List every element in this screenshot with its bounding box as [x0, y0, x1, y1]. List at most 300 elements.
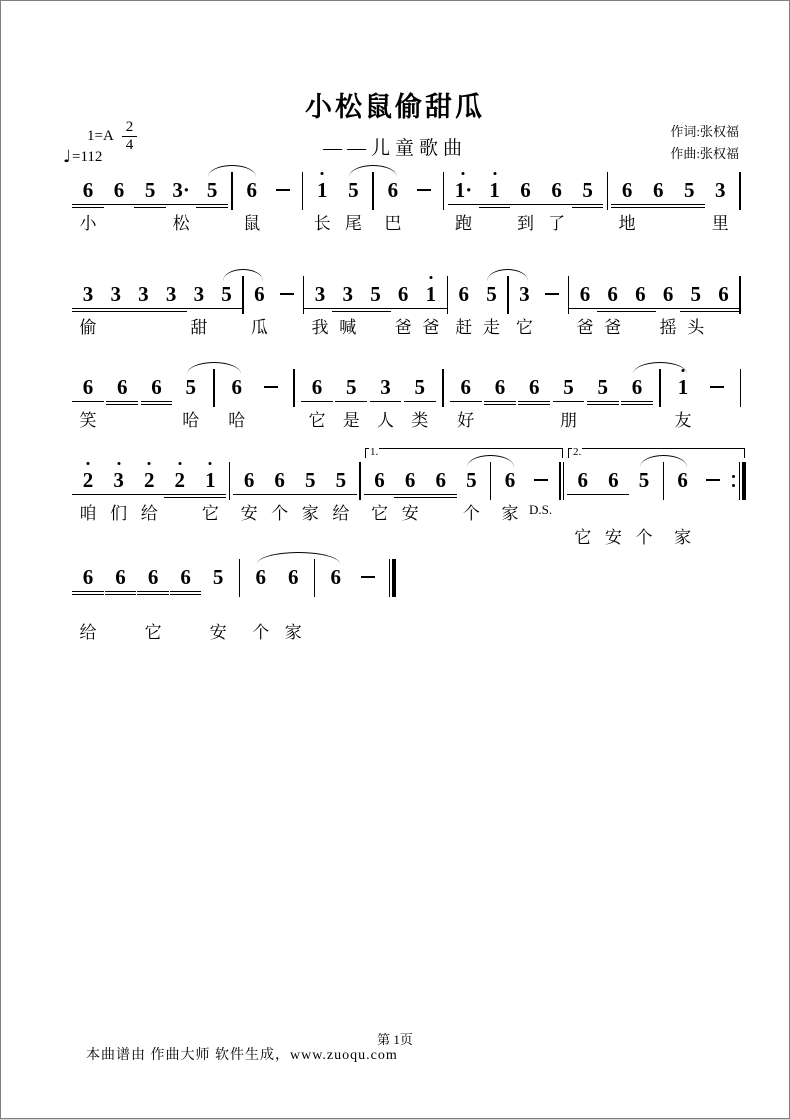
barline-stroke	[739, 462, 741, 500]
note-digit: 3	[113, 468, 124, 492]
note-digit: 6	[117, 375, 128, 399]
beam-line	[518, 401, 550, 402]
beam-line	[164, 494, 196, 495]
beam-line	[170, 591, 202, 592]
lyric: 它	[201, 504, 219, 523]
barline-stroke	[442, 369, 444, 407]
note-digit: 5	[638, 468, 650, 492]
beam-underlines	[200, 202, 224, 208]
note	[711, 283, 735, 312]
note-digit: 3	[342, 282, 353, 306]
note-digit: 6	[458, 282, 469, 306]
beam-underlines	[576, 202, 600, 208]
note	[646, 179, 670, 208]
lyric: 朋	[560, 411, 577, 430]
lyric-second-ending: 它	[574, 528, 592, 547]
lyric: 小	[79, 214, 97, 233]
tempo-value: =112	[72, 148, 103, 165]
beam-line	[164, 497, 196, 498]
barline-stroke	[739, 276, 741, 314]
beam-underlines	[145, 399, 169, 405]
note	[298, 468, 322, 523]
lyric: 个	[271, 504, 289, 523]
beam-line	[294, 494, 326, 495]
note	[628, 283, 652, 312]
note	[512, 282, 536, 337]
note-digit: 2	[82, 468, 94, 492]
barline-stroke	[359, 462, 361, 500]
beam-line	[598, 494, 630, 495]
duration-dash	[701, 469, 725, 481]
note	[174, 566, 198, 595]
beam-line	[425, 494, 457, 495]
barline	[607, 172, 609, 210]
beam-underlines	[677, 202, 701, 208]
note	[429, 469, 453, 498]
ending-bracket	[365, 448, 563, 458]
beam-line	[394, 497, 426, 498]
beam-underlines	[488, 399, 512, 405]
lyric: D.S.	[529, 502, 553, 517]
note	[452, 282, 476, 337]
duration-dash	[412, 179, 436, 191]
note-digit: 2	[174, 468, 186, 492]
note-digit: 3	[165, 282, 177, 306]
measure-row	[76, 267, 741, 337]
note-digit: 5	[414, 375, 425, 399]
beam-line	[264, 494, 296, 495]
note-digit: 3	[138, 282, 149, 306]
note	[591, 376, 615, 405]
note-digit: 5	[185, 375, 196, 399]
lyric: 笑	[79, 411, 97, 430]
lyric: 瓜	[250, 318, 268, 337]
lyric: 给	[332, 504, 350, 523]
lyric: 安	[401, 504, 419, 523]
note	[381, 178, 405, 233]
note	[545, 178, 569, 233]
beam-underlines	[615, 202, 639, 208]
note-digit: 6	[435, 468, 446, 492]
lyric: 鼠	[243, 214, 261, 233]
lyric: 爸	[604, 318, 622, 337]
note	[479, 282, 503, 337]
note	[206, 565, 230, 642]
note	[308, 282, 332, 337]
note	[187, 282, 211, 337]
beam-line	[105, 594, 137, 595]
beam-underlines	[76, 589, 100, 595]
note-digit: 1	[489, 178, 500, 202]
key-signature: 1=A	[87, 128, 114, 144]
footer-credit: 本曲谱由 作曲大师 软件生成，www.zuoqu.com	[86, 1048, 398, 1063]
note	[305, 375, 329, 430]
note-digit: 6	[287, 565, 299, 589]
note	[107, 179, 131, 205]
lyricist-credit: 作词:张权福	[670, 124, 739, 139]
note	[110, 376, 134, 405]
beam-line	[510, 204, 542, 205]
note-digit: 3	[193, 282, 205, 306]
note	[632, 468, 656, 547]
measure-row	[76, 163, 741, 233]
octave-dot	[87, 462, 90, 465]
note	[374, 375, 398, 430]
note-digit: 5	[221, 282, 232, 306]
octave-dot	[321, 172, 324, 175]
barline	[443, 172, 445, 210]
note-digit: 5	[486, 282, 497, 306]
lyric: 甜	[190, 318, 208, 337]
note	[419, 282, 443, 337]
note	[459, 468, 483, 523]
note	[498, 468, 522, 523]
note	[215, 283, 239, 309]
note	[391, 282, 415, 337]
note-digit: 6	[113, 178, 125, 202]
barline-stroke	[229, 462, 231, 500]
note	[198, 468, 222, 523]
lyric: 们	[110, 504, 128, 523]
note	[615, 178, 639, 233]
repeat-dot	[732, 484, 735, 487]
lyric: 走	[482, 318, 500, 337]
note	[601, 282, 625, 337]
note	[169, 178, 193, 233]
beam-underlines	[305, 399, 329, 402]
duration-dash	[540, 283, 564, 295]
note-digit: 6	[115, 565, 126, 589]
beam-underlines	[109, 589, 133, 595]
beam-underlines	[646, 202, 670, 208]
beam-line	[141, 401, 173, 402]
note	[76, 178, 100, 233]
beam-underlines	[168, 492, 192, 498]
beam-underlines	[363, 306, 387, 312]
note	[109, 566, 133, 595]
note-digit: 5	[563, 375, 574, 399]
lyric: 安	[209, 623, 227, 642]
barline	[302, 172, 304, 210]
note-digit: 5	[370, 282, 381, 306]
dash-mark	[417, 189, 431, 191]
note-digit: 6	[504, 468, 516, 492]
lyric: 我	[311, 318, 329, 337]
time-signature-denominator: 4	[125, 137, 134, 153]
beam-line	[479, 204, 511, 205]
beam-line	[170, 594, 202, 595]
beam-line	[611, 207, 643, 208]
beam-line	[360, 311, 392, 312]
note-digit: 5	[346, 375, 357, 399]
beam-underlines	[571, 492, 595, 495]
note	[281, 565, 305, 642]
note	[76, 282, 100, 337]
note	[76, 565, 100, 642]
beam-line	[541, 204, 573, 205]
beam-line	[425, 497, 457, 498]
beam-underlines	[187, 306, 211, 309]
lyric: 安	[240, 504, 258, 523]
note	[268, 468, 292, 523]
note	[76, 375, 100, 430]
barline	[442, 369, 444, 407]
barline-stroke	[740, 369, 742, 407]
credits	[670, 121, 739, 165]
beam-line	[103, 494, 135, 495]
music-line	[76, 550, 396, 645]
beam-underlines	[198, 492, 222, 498]
note-digit: 5	[690, 282, 702, 306]
beam-underlines	[711, 306, 735, 312]
barline	[559, 462, 564, 500]
music-line	[76, 163, 741, 258]
note	[145, 376, 169, 405]
beam-underlines	[104, 306, 128, 312]
music-line	[76, 267, 741, 362]
note	[557, 375, 581, 430]
beam-line	[394, 494, 426, 495]
beam-line	[155, 311, 187, 312]
beam-line	[621, 404, 653, 405]
beam-line	[611, 204, 643, 205]
beam-line	[621, 401, 653, 402]
beam-underlines	[107, 202, 131, 205]
note	[310, 178, 334, 233]
note-digit: 1	[425, 282, 437, 306]
barline-stroke	[239, 559, 241, 597]
note-digit: 6	[608, 468, 619, 492]
beam-line	[72, 494, 104, 495]
beam-line	[415, 308, 447, 309]
music-line	[76, 360, 741, 455]
lyric: 爸	[394, 318, 412, 337]
beam-underlines	[76, 306, 100, 312]
octave-dot	[178, 462, 181, 465]
note	[408, 375, 432, 430]
beam-underlines	[656, 306, 680, 309]
dash-mark	[545, 293, 559, 295]
lyric: 偷	[79, 318, 97, 337]
beam-underlines	[76, 492, 100, 495]
barline	[739, 172, 741, 210]
beam-underlines	[107, 492, 131, 495]
beam-line	[134, 207, 166, 208]
note-digit: 5	[206, 178, 218, 202]
lyric: 人	[377, 411, 394, 430]
barline-stroke	[447, 276, 449, 314]
note-digit: 3	[380, 375, 391, 399]
note	[573, 282, 597, 337]
time-signature	[122, 119, 138, 154]
beam-line	[673, 207, 705, 208]
beam-line	[335, 401, 367, 402]
note-digit: 6	[180, 565, 191, 589]
beam-underlines	[557, 399, 581, 402]
beam-underlines	[419, 306, 443, 309]
barline	[229, 462, 231, 500]
note-digit: 6	[374, 468, 385, 492]
note	[363, 283, 387, 312]
lyric: 哈	[182, 411, 200, 430]
dash-mark	[276, 189, 290, 191]
lyric: 给	[79, 623, 97, 642]
note	[141, 565, 165, 642]
beam-underlines	[131, 306, 155, 312]
octave-dot	[117, 462, 120, 465]
beam-underlines	[174, 589, 198, 595]
beam-underlines	[215, 306, 239, 309]
duration-dash	[259, 376, 283, 388]
beam-underlines	[110, 399, 134, 405]
beam-line	[370, 401, 402, 402]
beam-underlines	[454, 399, 478, 402]
note	[324, 566, 348, 588]
note-digit: 6	[662, 282, 674, 306]
note	[137, 468, 161, 523]
beam-underlines	[159, 306, 183, 312]
beam-line	[103, 204, 135, 205]
note	[341, 178, 365, 233]
beam-underlines	[237, 492, 261, 495]
lyric-second-ending: 安	[604, 528, 622, 547]
barline	[447, 276, 449, 314]
note	[576, 179, 600, 208]
note-digit: 6	[147, 565, 159, 589]
note	[454, 375, 478, 430]
barline-stroke	[392, 559, 396, 597]
duration-dash	[271, 179, 295, 191]
note-digit: 3	[314, 282, 326, 306]
note	[398, 468, 422, 523]
lyric: 给	[140, 504, 158, 523]
note-digit: 6	[254, 282, 265, 306]
beam-line	[196, 204, 228, 205]
beam-underlines	[601, 492, 625, 495]
note-digit: 6	[652, 178, 664, 202]
lyric: 巴	[384, 214, 402, 233]
octave-dot	[462, 172, 465, 175]
beam-line	[301, 401, 333, 402]
barline-stroke	[607, 172, 609, 210]
note	[677, 179, 701, 208]
barline	[739, 276, 741, 314]
beam-underlines	[625, 399, 649, 405]
beam-underlines	[76, 202, 100, 208]
note-digit: 5	[212, 565, 224, 589]
ending-label: 2.	[573, 446, 582, 458]
lyric: 家	[501, 504, 519, 523]
note-digit: 6	[397, 282, 409, 306]
duration-dash	[705, 376, 729, 388]
note-digit: 6	[621, 178, 633, 202]
lyric: 类	[411, 411, 429, 430]
note-digit: 6	[311, 375, 323, 399]
lyric: 咱	[79, 504, 97, 523]
beam-line	[673, 204, 705, 205]
octave-dot	[148, 462, 151, 465]
beam-line	[195, 494, 227, 495]
beam-underlines	[522, 399, 546, 405]
quarter-note-icon: ♩	[63, 147, 72, 167]
lyric: 它	[515, 318, 533, 337]
lyric: 家	[301, 504, 319, 523]
beam-underlines	[628, 306, 652, 312]
beam-line	[106, 401, 138, 402]
song-subtitle: ——儿童歌曲	[322, 138, 467, 159]
beam-line	[106, 404, 138, 405]
note-digit: 6	[82, 565, 94, 589]
note	[168, 469, 192, 498]
beam-underlines	[268, 492, 292, 495]
note-digit: 6	[274, 468, 285, 492]
note	[451, 178, 475, 233]
note	[671, 468, 695, 547]
note	[200, 179, 224, 208]
note-digit: 3	[715, 178, 726, 202]
lyric: 家	[284, 623, 302, 642]
lyric: 它	[308, 411, 326, 430]
beam-underlines	[169, 202, 193, 205]
note	[179, 375, 203, 430]
beam-underlines	[308, 306, 332, 309]
repeat-dot	[732, 475, 735, 478]
note	[671, 375, 695, 430]
beam-underlines	[429, 492, 453, 498]
note-digit: 5	[597, 375, 608, 399]
beam-line	[141, 404, 173, 405]
beam-underlines	[391, 306, 415, 309]
barline	[359, 462, 361, 500]
note-digit: 1	[677, 375, 689, 399]
note-digit: 6	[631, 375, 643, 399]
note-digit: 6	[151, 375, 162, 399]
note-digit: 6	[520, 178, 531, 202]
note-digit: 6	[404, 468, 416, 492]
note	[249, 565, 273, 642]
beam-underlines	[573, 306, 597, 309]
beam-line	[134, 204, 166, 205]
dash-mark	[534, 479, 548, 481]
beam-line	[196, 207, 228, 208]
beam-line	[72, 594, 104, 595]
note-digit: 5	[683, 178, 695, 202]
beam-underlines	[408, 399, 432, 402]
note	[488, 376, 512, 405]
barline	[239, 559, 241, 597]
lyric: 个	[252, 623, 270, 642]
beam-line	[72, 401, 104, 402]
note-digit: 5	[466, 468, 477, 492]
barline	[293, 369, 295, 407]
note-digit: 5	[144, 178, 156, 202]
note-digit: 3	[82, 282, 94, 306]
note-digit: 5	[582, 178, 593, 202]
barline-stroke	[563, 462, 565, 500]
note-digit: 6	[82, 178, 94, 202]
barline-stroke	[302, 172, 304, 210]
lyric: 跑	[454, 214, 472, 233]
beam-underlines	[601, 306, 625, 312]
note-digit: 6	[82, 375, 94, 399]
beam-line	[553, 401, 585, 402]
lyric: 它	[371, 504, 389, 523]
note	[76, 468, 100, 523]
barline	[740, 369, 742, 407]
beam-line	[448, 204, 480, 205]
note-digit: 2	[143, 468, 155, 492]
note-digit: 5	[348, 178, 359, 202]
